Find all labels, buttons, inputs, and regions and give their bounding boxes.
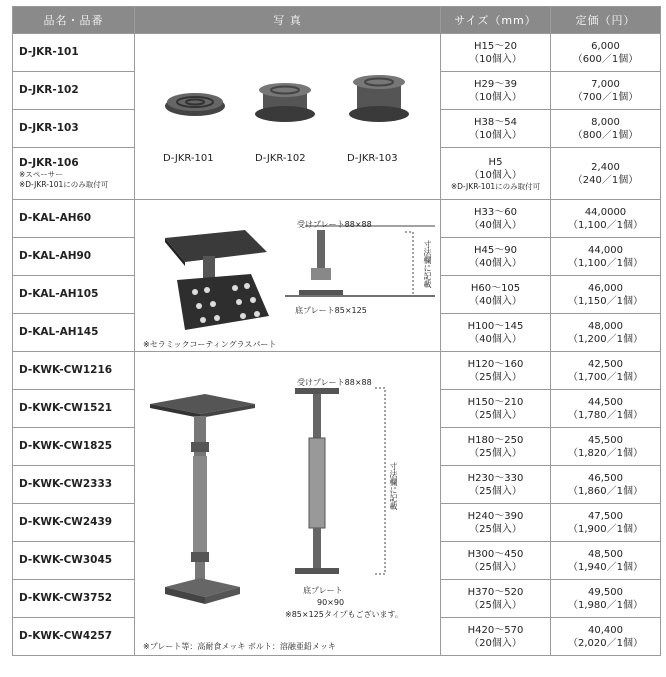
dimension-label: 寸法欄に記載 [389, 462, 398, 510]
header-size: サイズ（mm） [441, 7, 551, 34]
size-cell: H240～390 （25個入） [441, 504, 551, 542]
product-code: D-JKR-102 [13, 72, 135, 110]
size-cell: H29～39 （10個入） [441, 72, 551, 110]
header-photo: 写 真 [135, 7, 441, 34]
size-cell: H100～145 （40個入） [441, 314, 551, 352]
plating-note: ※プレート等：高耐食メッキ ボルト：溶融亜鉛メッキ [143, 642, 336, 651]
price-cell: 48,000 （1,200／1個） [551, 314, 661, 352]
price-cell: 2,400 （240／1個） [551, 148, 661, 200]
product-code: D-KWK-CW3045 [13, 542, 135, 580]
table-row [13, 34, 661, 72]
type-note: ※85×125タイプもございます。 [285, 610, 403, 619]
price-cell: 47,500 （1,900／1個） [551, 504, 661, 542]
product-code: D-KAL-AH145 [13, 314, 135, 352]
header-name: 品名・品番 [13, 7, 135, 34]
size-cell: H15～20 （10個入） [441, 34, 551, 72]
bottom-plate-size: 90×90 [317, 598, 345, 607]
price-cell: 46,500 （1,860／1個） [551, 466, 661, 504]
size-cell: H370～520 （25個入） [441, 580, 551, 618]
product-code: D-KWK-CW2333 [13, 466, 135, 504]
size-cell: H300～450 （25個入） [441, 542, 551, 580]
size-cell: H45～90 （40個入） [441, 238, 551, 276]
price-cell: 44,0000 （1,100／1個） [551, 200, 661, 238]
price-cell: 44,000 （1,100／1個） [551, 238, 661, 276]
size-cell: H60～105 （40個入） [441, 276, 551, 314]
bottom-plate-label: 底プレート [303, 586, 343, 595]
photo-kal [135, 200, 441, 352]
price-cell: 6,000 （600／1個） [551, 34, 661, 72]
price-cell: 8,000 （800／1個） [551, 110, 661, 148]
product-code: D-JKR-103 [13, 110, 135, 148]
price-cell: 42,500 （1,700／1個） [551, 352, 661, 390]
product-code: D-KAL-AH105 [13, 276, 135, 314]
price-cell: 46,000 （1,150／1個） [551, 276, 661, 314]
photo-label-103: D-JKR-103 [347, 153, 398, 164]
product-code: D-KWK-CW4257 [13, 618, 135, 656]
product-code: D-KWK-CW1825 [13, 428, 135, 466]
table-header [13, 7, 661, 34]
top-plate-label: 受けプレート88×88 [297, 220, 372, 229]
size-cell: H38～54 （10個入） [441, 110, 551, 148]
product-code: D-KWK-CW1216 [13, 352, 135, 390]
size-cell: H5 （10個入） ※D-JKR-101にのみ取付可 [441, 148, 551, 200]
photo-label-102: D-JKR-102 [255, 153, 306, 164]
dimension-label: 寸法欄に記載 [423, 240, 432, 288]
product-code: D-JKR-101 [13, 34, 135, 72]
price-cell: 44,500 （1,780／1個） [551, 390, 661, 428]
product-code: D-KWK-CW2439 [13, 504, 135, 542]
product-table [12, 6, 661, 656]
price-cell: 45,500 （1,820／1個） [551, 428, 661, 466]
size-cell: H150～210 （25個入） [441, 390, 551, 428]
product-code: D-KWK-CW3752 [13, 580, 135, 618]
product-code: D-KAL-AH90 [13, 238, 135, 276]
kwk-pedestal-image [145, 382, 265, 622]
size-cell: H420～570 （20個入） [441, 618, 551, 656]
photo-kwk [135, 352, 441, 656]
price-cell: 7,000 （700／1個） [551, 72, 661, 110]
table-row [13, 352, 661, 390]
size-cell: H33～60 （40個入） [441, 200, 551, 238]
product-code: D-KAL-AH60 [13, 200, 135, 238]
price-cell: 49,500 （1,980／1個） [551, 580, 661, 618]
bottom-plate-label: 底プレート85×125 [295, 306, 367, 315]
size-cell: H230～330 （25個入） [441, 466, 551, 504]
kwk-dimension-diagram [285, 382, 435, 612]
kal-pedestal-image [155, 220, 275, 340]
photo-label-101: D-JKR-101 [163, 153, 214, 164]
size-cell: H120～160 （25個入） [441, 352, 551, 390]
product-code: D-KWK-CW1521 [13, 390, 135, 428]
price-cell: 40,400 （2,020／1個） [551, 618, 661, 656]
header-price: 定価（円） [551, 7, 661, 34]
top-plate-label: 受けプレート88×88 [297, 378, 372, 387]
coating-note: ※セラミックコーティングラスパート [143, 340, 277, 349]
price-cell: 48,500 （1,940／1個） [551, 542, 661, 580]
size-cell: H180～250 （25個入） [441, 428, 551, 466]
product-code: D-JKR-106 ※スペーサー ※D-JKR-101にのみ取付可 [13, 148, 135, 200]
table-row [13, 200, 661, 238]
jkr-pedestals-image [155, 74, 425, 134]
photo-jkr [135, 34, 441, 200]
